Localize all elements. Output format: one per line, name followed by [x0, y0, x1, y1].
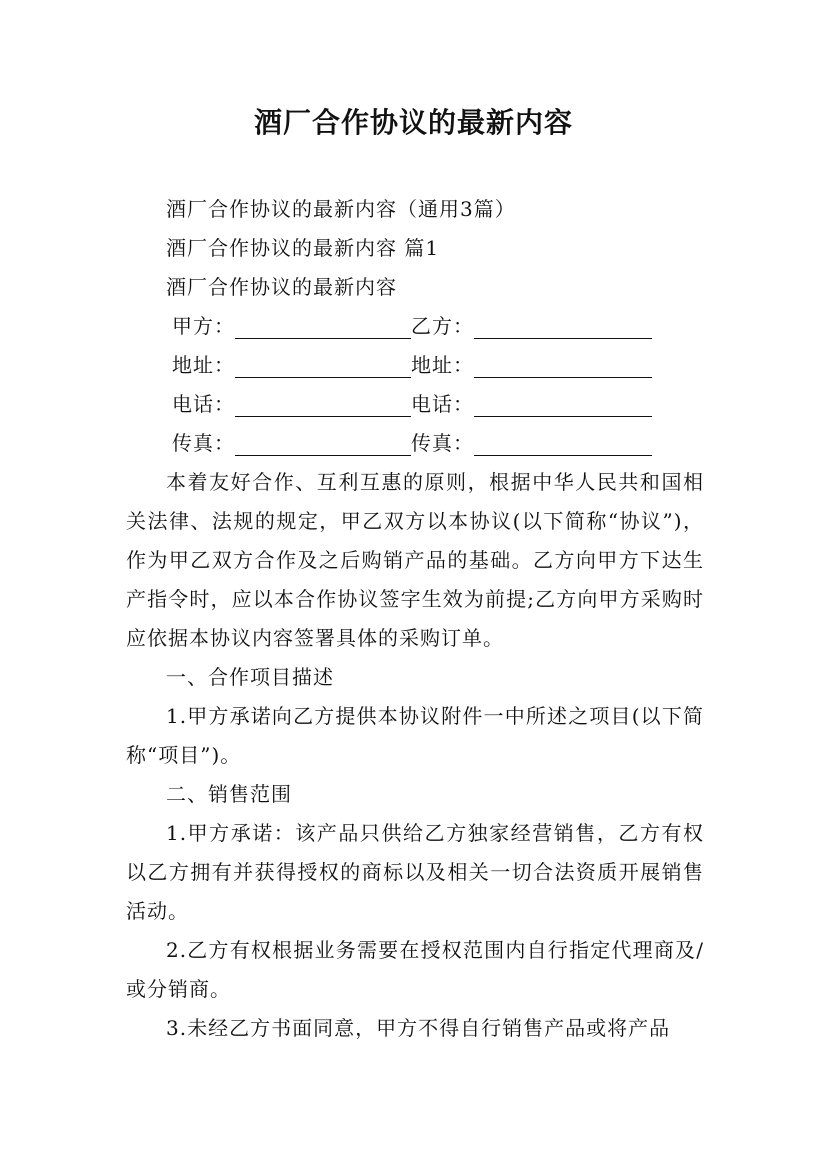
- party-a-b-row: [126, 307, 704, 346]
- party-a-fax-blank: [235, 429, 411, 456]
- intro-line-collection-title: 酒厂合作协议的最新内容（通用3篇）: [166, 197, 516, 221]
- section-heading-sales-scope: 二、销售范围: [166, 782, 292, 806]
- fax-row: [126, 424, 704, 463]
- document-title: 酒厂合作协议的最新内容: [253, 106, 573, 139]
- party-b-blank: [474, 312, 652, 339]
- party-a-blank: [235, 312, 411, 339]
- party-b-address-label: 地址：: [411, 353, 474, 377]
- party-a-fax-label: 传真：: [172, 431, 235, 455]
- party-b-label: 乙方：: [411, 314, 474, 338]
- party-a-phone-label: 电话：: [172, 392, 235, 416]
- party-b-fax-blank: [474, 429, 652, 456]
- clause-2-2: 2.乙方有权根据业务需要在授权范围内自行指定代理商及/或分销商。: [126, 938, 704, 1001]
- phone-row: [126, 385, 704, 424]
- clause-1-1: 1.甲方承诺向乙方提供本协议附件一中所述之项目(以下简称“项目”)。: [126, 704, 704, 767]
- section-heading-cooperation-project: 一、合作项目描述: [166, 665, 334, 689]
- clause-2-3: 3.未经乙方书面同意，甲方不得自行销售产品或将产品: [166, 1016, 671, 1040]
- party-b-address-blank: [474, 351, 652, 378]
- party-a-address-blank: [235, 351, 411, 378]
- clause-2-1: 1.甲方承诺：该产品只供给乙方独家经营销售，乙方有权以乙方拥有并获得授权的商标以及相关一切合法资质开展销售活动。: [126, 821, 704, 923]
- intro-line-agreement-title: 酒厂合作协议的最新内容: [166, 275, 397, 299]
- party-b-phone-blank: [474, 390, 652, 417]
- party-b-phone-label: 电话：: [411, 392, 474, 416]
- preamble-paragraph: 本着友好合作、互利互惠的原则，根据中华人民共和国相关法律、法规的规定，甲乙双方以本协议(以下简称“协议”)，作为甲乙双方合作及之后购销产品的基础。乙方向甲方下达生产指令时，应以本合作协议签字生效为前提;乙方向甲方采购时应依据本协议内容签署具体的采购订单。: [126, 470, 704, 650]
- party-a-phone-blank: [235, 390, 411, 417]
- intro-line-part-heading: 酒厂合作协议的最新内容 篇1: [166, 236, 440, 260]
- party-a-label: 甲方：: [172, 314, 235, 338]
- party-a-address-label: 地址：: [172, 353, 235, 377]
- address-row: [126, 346, 704, 385]
- party-b-fax-label: 传真：: [411, 431, 474, 455]
- document-body: [126, 190, 704, 1048]
